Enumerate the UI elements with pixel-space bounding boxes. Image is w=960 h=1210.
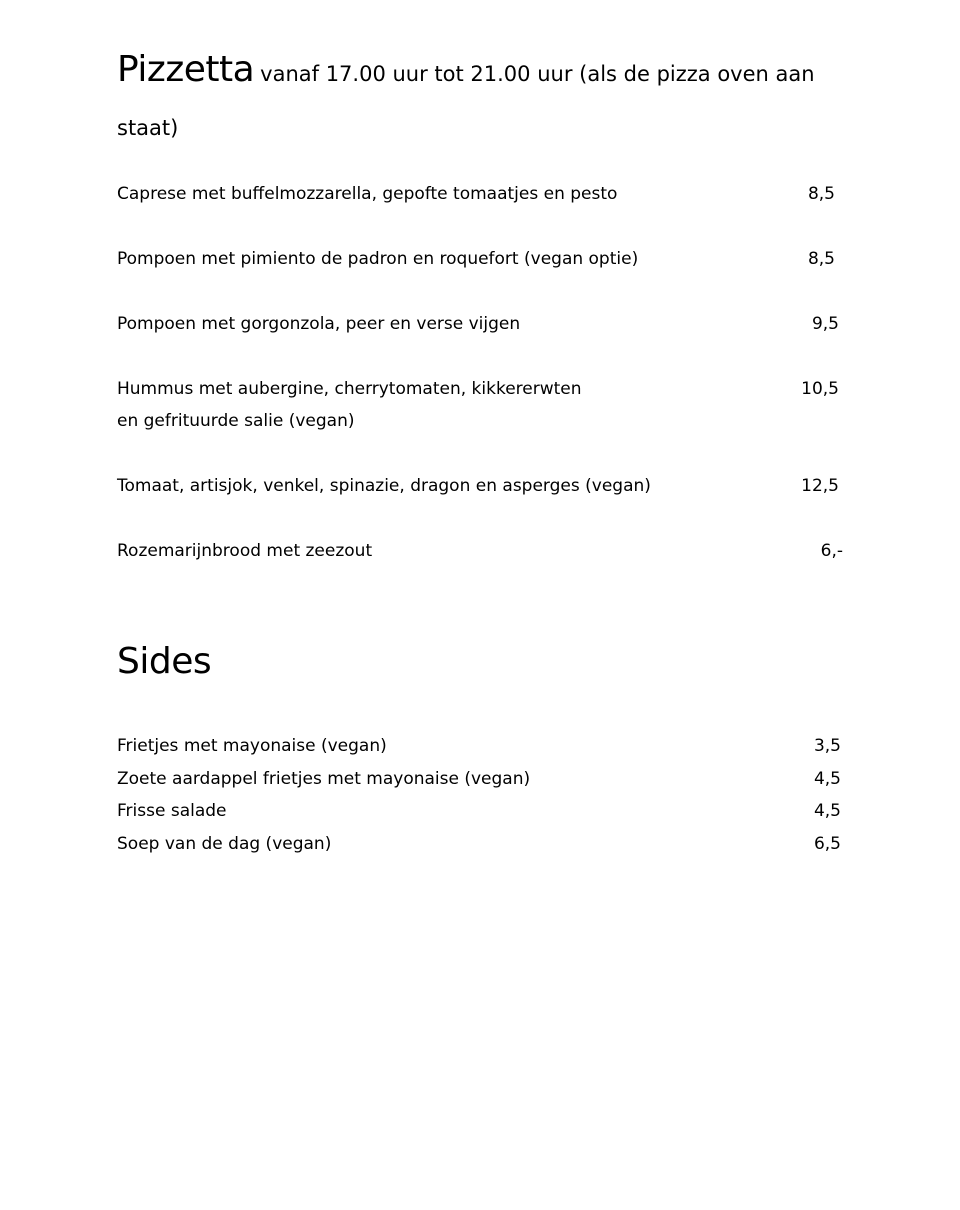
pizzetta-title: Pizzetta <box>117 49 255 90</box>
side-item-name: Frietjes met mayonaise (vegan) <box>117 736 387 756</box>
side-item-price: 6,5 <box>813 834 841 854</box>
menu-item <box>117 178 849 210</box>
menu-item <box>117 308 849 340</box>
menu-item-price: 6,- <box>820 541 843 561</box>
pizzetta-subtitle: vanaf 17.00 uur tot 21.00 uur (als de pizza oven aan staat) <box>117 62 815 140</box>
menu-item-name: Caprese met buffelmozzarella, gepofte tomaatjes en pesto <box>117 184 618 204</box>
menu-item-price: 9,5 <box>811 314 839 334</box>
side-item-price: 4,5 <box>813 769 841 789</box>
pizzetta-header <box>117 44 837 156</box>
menu-item <box>117 373 849 437</box>
menu-item-price: 8,5 <box>807 184 835 204</box>
side-item-name: Zoete aardappel frietjes met mayonaise (vegan) <box>117 769 531 789</box>
side-item-price: 3,5 <box>813 736 841 756</box>
side-item <box>117 730 841 762</box>
menu-item-name: Pompoen met pimiento de padron en roquefort (vegan optie) <box>117 249 639 269</box>
side-item <box>117 828 841 860</box>
menu-item-name: Tomaat, artisjok, venkel, spinazie, dragon en asperges (vegan) <box>117 476 651 496</box>
menu-item-name: Pompoen met gorgonzola, peer en verse vijgen <box>117 314 521 334</box>
side-item-price: 4,5 <box>813 801 841 821</box>
menu-item <box>117 535 849 567</box>
menu-item-name: Hummus met aubergine, cherrytomaten, kikkererwten en gefrituurde salie (vegan) <box>117 379 582 431</box>
menu-item <box>117 243 849 275</box>
menu-item <box>117 470 849 502</box>
sides-title: Sides <box>117 641 212 682</box>
menu-item-price: 12,5 <box>801 476 839 496</box>
menu-item-price: 10,5 <box>801 379 839 399</box>
side-item-name: Frisse salade <box>117 801 227 821</box>
side-item <box>117 763 841 795</box>
menu-item-name: Rozemarijnbrood met zeezout <box>117 541 373 561</box>
side-item <box>117 795 841 827</box>
side-item-name: Soep van de dag (vegan) <box>117 834 332 854</box>
menu-item-price: 8,5 <box>807 249 835 269</box>
